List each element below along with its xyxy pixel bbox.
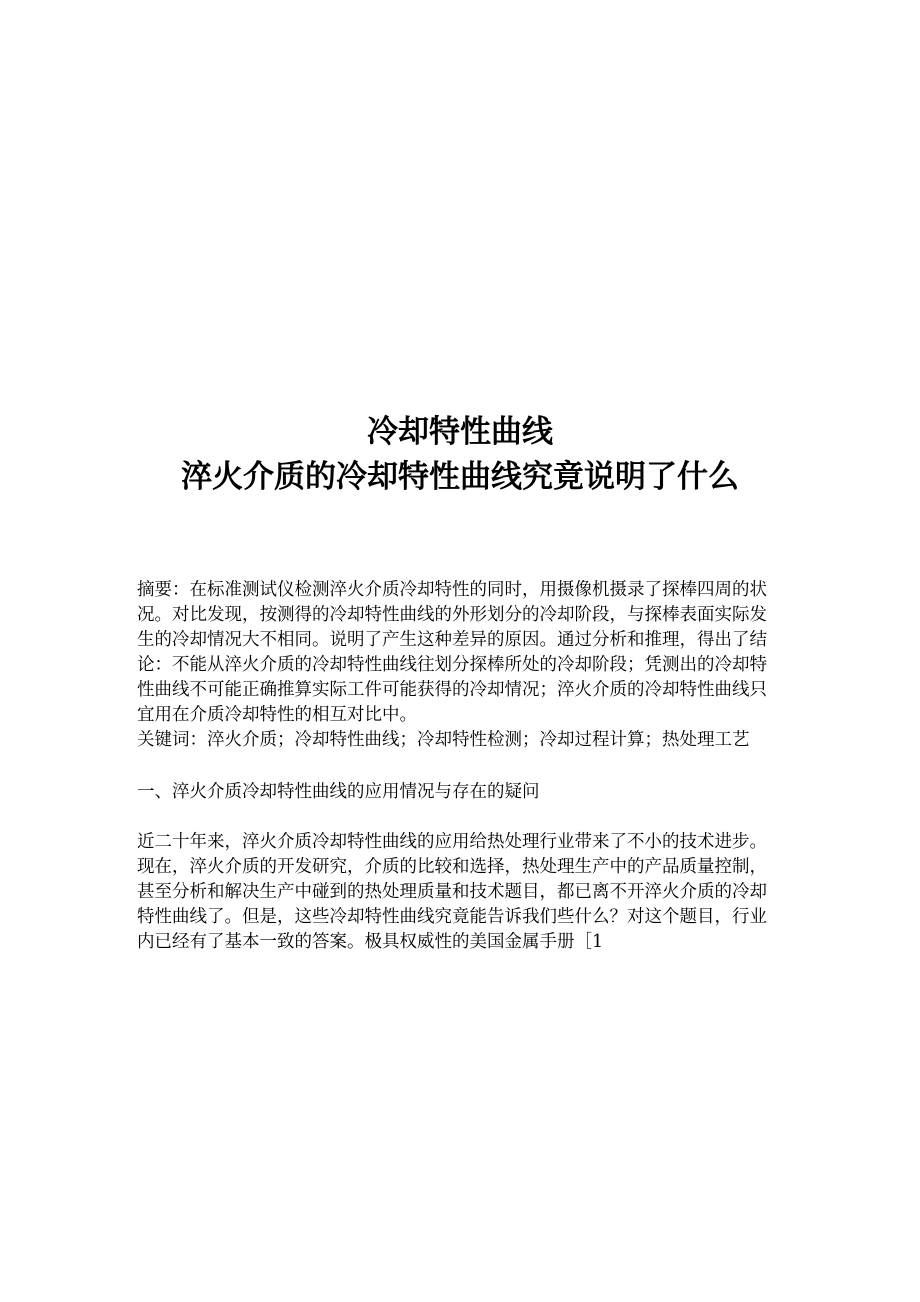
document-body: [137, 578, 783, 955]
section-heading: 一、淬火介质冷却特性曲线的应用情况与存在的疑问: [137, 782, 540, 802]
document-subtitle: 淬火介质的冷却特性曲线究竟说明了什么: [181, 459, 739, 495]
keywords-paragraph: 关键词：淬火介质；冷却特性曲线；冷却特性检测；冷却过程计算；热处理工艺: [137, 730, 750, 750]
section-paragraph: 近二十年来，淬火介质冷却特性曲线的应用给热处理行业带来了不小的技术进步。现在，淬火介质的开发研究，介质的比较和选择，热处理生产中的产品质量控制，甚至分析和解决生产中碰到的热处理质量和技术题目，都已离不开淬火介质的冷却特性曲线了。但是，这些冷却特性曲线究竟能告诉我们些什么？对这个题目，行业内已经有了基本一致的答案。极具权威性的美国金属手册［1: [137, 832, 767, 952]
title-block: [0, 410, 920, 500]
document-title: 冷却特性曲线: [367, 414, 553, 450]
abstract-paragraph: 摘要：在标准测试仪检测淬火介质冷却特性的同时，用摄像机摄录了探棒四周的状况。对比发现，按测得的冷却特性曲线的外形划分的冷却阶段，与探棒表面实际发生的冷却情况大不相同。说明了产生这种差异的原因。通过分析和推理，得出了结论：不能从淬火介质的冷却特性曲线往划分探棒所处的冷却阶段；凭测出的冷却特性曲线不可能正确推算实际工件可能获得的冷却情况；淬火介质的冷却特性曲线只宜用在介质冷却特性的相互对比中。: [137, 580, 767, 725]
